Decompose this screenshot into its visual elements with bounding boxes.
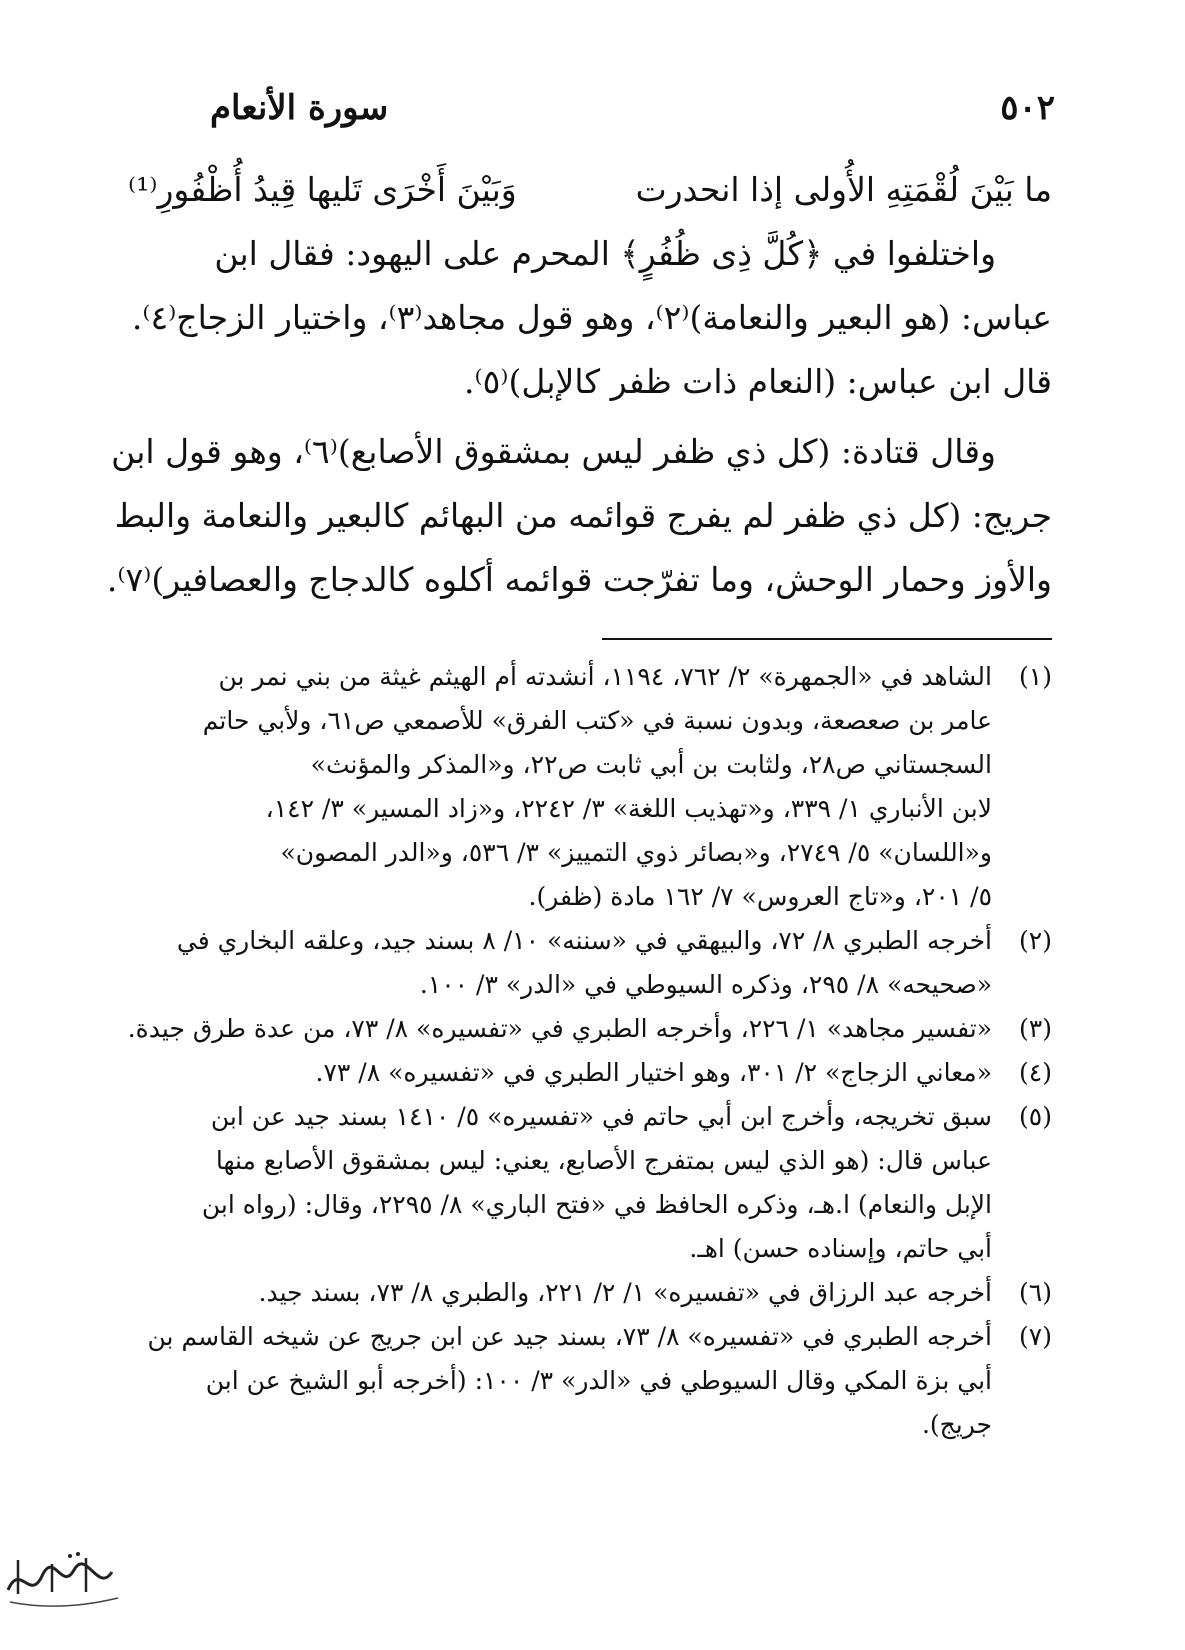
page-number: ٥٠٢ — [1000, 88, 1055, 128]
footnote-line: سبق تخريجه، وأخرج ابن أبي حاتم في «تفسيره» ٥/ ١٤١٠ بسند جيد عن ابن — [210, 1102, 992, 1131]
footnote-line: عباس قال: (هو الذي ليس بمتفرج الأصابع، يعني: ليس بمشقوق الأصابع منها — [215, 1146, 992, 1175]
body-line: جريج: (كل ذي ظفر لم يفرج قوائمه من البهائم كالبعير والنعامة والبط — [114, 496, 1052, 535]
footnote-line: أخرجه عبد الرزاق في «تفسيره» ١/ ٢/ ٢٢١، والطبري ٨/ ٧٣، بسند جيد. — [258, 1278, 992, 1307]
body-line: قال ابن عباس: (النعام ذات ظفر كالإبل)⁽٥⁾. — [464, 362, 1052, 401]
footnotes — [128, 655, 1052, 1447]
footnote-number: (٤) — [1019, 1058, 1052, 1087]
footnote — [128, 1051, 1052, 1095]
footnote-line: ٥/ ٢٠١، و«تاج العروس» ٧/ ١٦٢ مادة (ظفر). — [528, 882, 992, 911]
footnote — [128, 1007, 1052, 1051]
body-line: وقال قتادة: (كل ذي ظفر ليس بمشقوق الأصابع)⁽٦⁾، وهو قول ابن — [111, 432, 996, 471]
footnote-number: (٣) — [1019, 1014, 1052, 1043]
footnote — [128, 1095, 1052, 1271]
main-text — [106, 158, 1052, 612]
footnote-number: (٢) — [1019, 926, 1052, 955]
footnote-line: أبي حاتم، وإسناده حسن) اهـ. — [689, 1234, 992, 1263]
publisher-logo-icon — [0, 1542, 130, 1612]
footnote-line: «تفسير مجاهد» ١/ ٢٢٦، وأخرجه الطبري في «تفسيره» ٨/ ٧٣، من عدة طرق جيدة. — [127, 1014, 992, 1043]
footnote-line: عامر بن صعصعة، وبدون نسبة في «كتب الفرق» للأصمعي ص٦١، ولأبي حاتم — [202, 706, 992, 735]
footnote-number: (١) — [1019, 662, 1052, 691]
footnote-number: (٧) — [1019, 1322, 1052, 1351]
footnote — [128, 1315, 1052, 1447]
footnote-number: (٦) — [1019, 1278, 1052, 1307]
footnote — [128, 919, 1052, 1007]
body-line: عباس: (هو البعير والنعامة)⁽٢⁾، وهو قول مجاهد⁽٣⁾، واختيار الزجاج⁽٤⁾. — [131, 298, 1052, 337]
poem-hemistich-right: ما بَيْنَ لُقْمَتِهِ الأُولى إذا انحدرت — [635, 170, 1052, 209]
footnote-line: «صحيحه» ٨/ ٢٩٥، وذكره السيوطي في «الدر» ٣/ ١٠٠. — [419, 970, 992, 999]
footnote-line: أخرجه الطبري ٨/ ٧٢، والبيهقي في «سننه» ١٠/ ٨ بسند جيد، وعلقه البخاري في — [176, 926, 992, 955]
footnote-line: السجستاني ص٢٨، ولثابت بن أبي ثابت ص٢٢، و«المذكر والمؤنث» — [310, 750, 992, 779]
footnote-line: أبي بزة المكي وقال السيوطي في «الدر» ٣/ ١٠٠: (أخرجه أبو الشيخ عن ابن — [205, 1366, 992, 1395]
footnote-line: الإبل والنعام) ا.هـ، وذكره الحافظ في «فتح الباري» ٨/ ٢٢٩٥، وقال: (رواه ابن — [201, 1190, 992, 1219]
footnote — [128, 1271, 1052, 1315]
footnote-number: (٥) — [1019, 1102, 1052, 1131]
footnote-line: لابن الأنباري ١/ ٣٣٩، و«تهذيب اللغة» ٣/ ٢٢٤٢، و«زاد المسير» ٣/ ١٤٢، — [265, 794, 992, 823]
body-line: واختلفوا في ﴿كُلَّ ذِى ظُفُرٍ﴾ المحرم على اليهود: فقال ابن — [214, 234, 996, 273]
footnote-line: «معاني الزجاج» ٢/ ٣٠١، وهو اختيار الطبري في «تفسيره» ٨/ ٧٣. — [315, 1058, 992, 1087]
footnote — [128, 655, 1052, 919]
footnote-divider — [602, 638, 1052, 640]
footnote-line: أخرجه الطبري في «تفسيره» ٨/ ٧٣، بسند جيد عن ابن جريج عن شيخه القاسم بن — [147, 1322, 992, 1351]
footnote-line: الشاهد في «الجمهرة» ٢/ ٧٦٢، ١١٩٤، أنشدته أم الهيثم غيثة من بني نمر بن — [218, 662, 992, 691]
footnote-line: و«اللسان» ٥/ ٢٧٤٩، و«بصائر ذوي التمييز» ٣/ ٥٣٦، و«الدر المصون» — [280, 838, 992, 867]
surah-title: سورة الأنعام — [210, 88, 389, 128]
calligraphy-logo-icon — [0, 1542, 130, 1612]
page-header — [180, 88, 1055, 138]
poem-hemistich-left: وَبَيْنَ أَخْرَى تَليها قِيدُ أُظْفُورِ⁽¹⁾ — [128, 170, 517, 209]
poem-verse — [128, 158, 1052, 222]
footnote-line: جريج). — [921, 1410, 992, 1439]
body-line: والأوز وحمار الوحش، وما تفرّجت قوائمه أكلوه كالدجاج والعصافير)⁽٧⁾. — [106, 560, 1052, 599]
